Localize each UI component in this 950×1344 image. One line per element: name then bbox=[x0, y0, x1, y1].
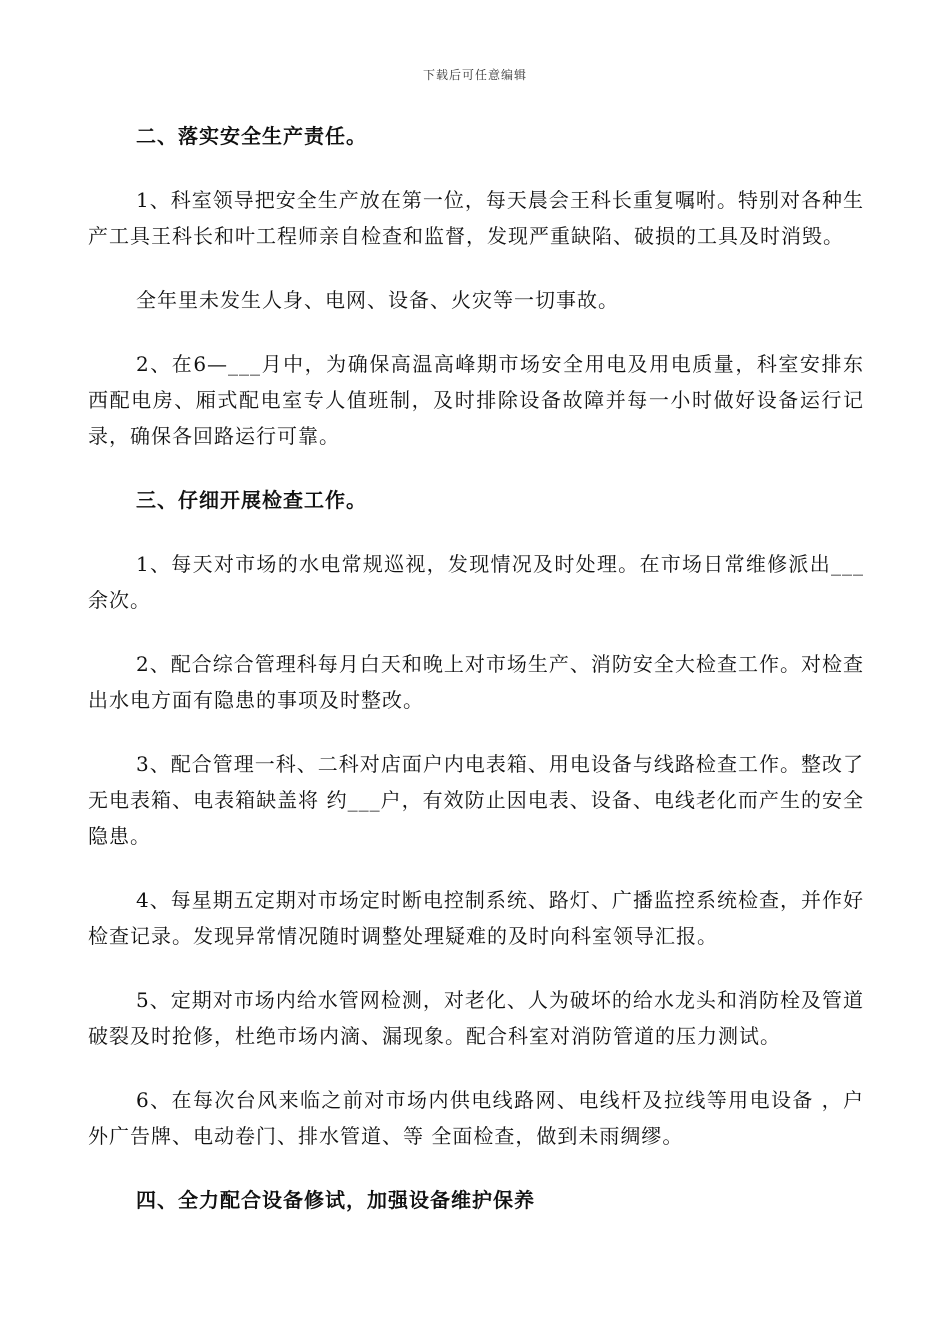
paragraph: 2、在6—___月中，为确保高温高峰期市场安全用电及用电质量，科室安排东西配电房、厢式配电室专人值班制，及时排除设备故障并每一小时做好设备运行记录，确保各回路运行可靠。 bbox=[88, 352, 864, 448]
header-note: 下载后可任意编辑 bbox=[422, 68, 527, 82]
paragraph: 6、在每次台风来临之前对市场内供电线路网、电线杆及拉线等用电设备 ，户外广告牌、电动卷门、排水管道、等 全面检查，做到未雨绸缪。 bbox=[88, 1088, 864, 1148]
section-heading: 四、全力配合设备修试，加强设备维护保养 bbox=[136, 1188, 535, 1212]
paragraph: 3、配合管理一科、二科对店面户内电表箱、用电设备与线路检查工作。整改了无电表箱、电表箱缺盖将 约___户，有效防止因电表、设备、电线老化而产生的安全隐患。 bbox=[88, 752, 864, 848]
paragraph: 2、配合综合管理科每月白天和晚上对市场生产、消防安全大检查工作。对检查出水电方面有隐患的事项及时整改。 bbox=[88, 652, 864, 712]
section-heading: 三、仔细开展检查工作。 bbox=[136, 488, 367, 512]
paragraph: 全年里未发生人身、电网、设备、火灾等一切事故。 bbox=[136, 288, 619, 312]
document-body bbox=[88, 118, 864, 1218]
paragraph: 4、每星期五定期对市场定时断电控制系统、路灯、广播监控系统检查，并作好检查记录。发现异常情况随时调整处理疑难的及时向科室领导汇报。 bbox=[88, 888, 864, 948]
section-heading: 二、落实安全生产责任。 bbox=[136, 124, 367, 148]
paragraph: 1、科室领导把安全生产放在第一位，每天晨会王科长重复嘱咐。特别对各种生产工具王科长和叶工程师亲自检查和监督，发现严重缺陷、破损的工具及时消毁。 bbox=[88, 188, 864, 248]
paragraph: 5、定期对市场内给水管网检测，对老化、人为破坏的给水龙头和消防栓及管道破裂及时抢修，杜绝市场内滴、漏现象。配合科室对消防管道的压力测试。 bbox=[88, 988, 864, 1048]
paragraph: 1、每天对市场的水电常规巡视，发现情况及时处理。在市场日常维修派出___余次。 bbox=[88, 552, 864, 612]
